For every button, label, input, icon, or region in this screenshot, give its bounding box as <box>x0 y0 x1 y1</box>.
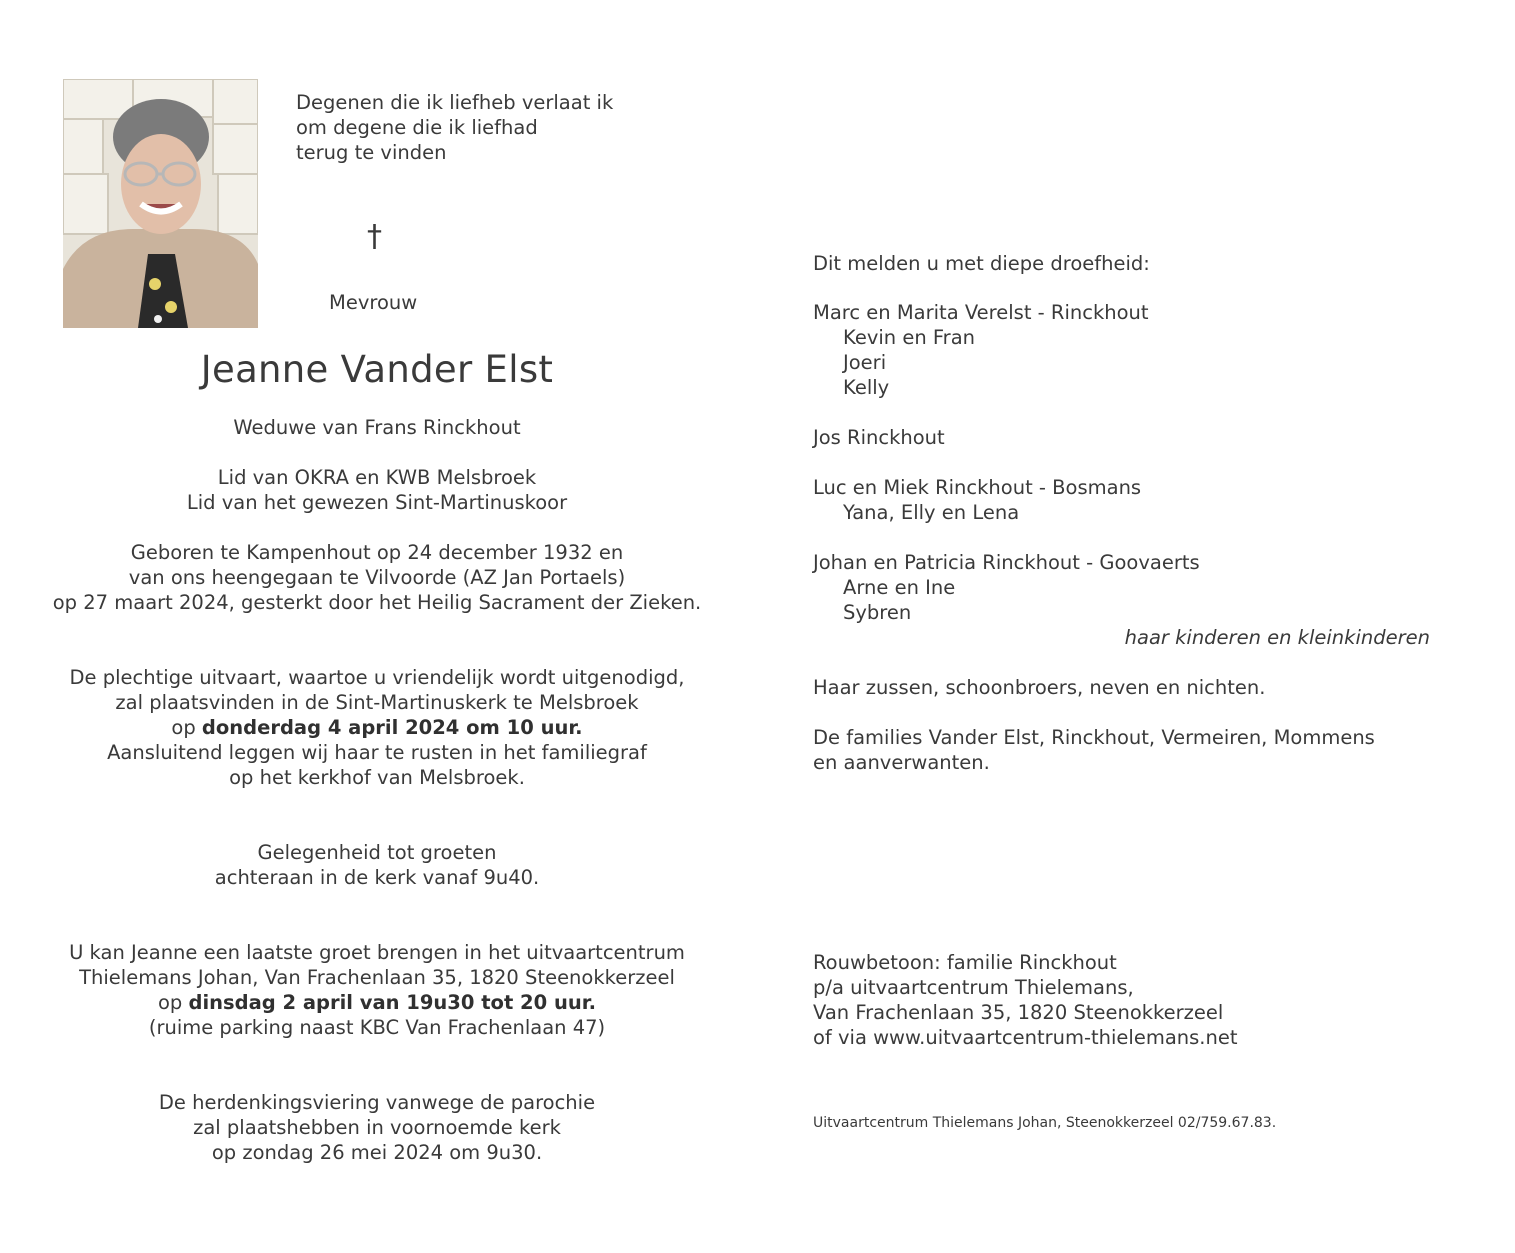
greeting-line: Gelegenheid tot groeten <box>257 841 497 864</box>
condolence-website-line: of via www.uitvaartcentrum-thielemans.net <box>813 1026 1238 1049</box>
visitation-date: dinsdag 2 april van 19u30 tot 20 uur. <box>188 991 596 1014</box>
widow-line: Weduwe van Frans Rinckhout <box>233 416 521 439</box>
funeral-line: Aansluitend leggen wij haar te rusten in het familiegraf <box>107 741 647 764</box>
family-head: Johan en Patricia Rinckhout - Goovaerts <box>813 551 1200 574</box>
condolence-line: p/a uitvaartcentrum Thielemans, <box>813 976 1134 999</box>
funeral-date-line <box>30 715 724 740</box>
family-signature: haar kinderen en kleinkinderen <box>1124 626 1430 649</box>
family-child: Arne en Ine <box>843 576 956 599</box>
family-group-4 <box>813 550 1463 625</box>
deceased-name: Jeanne Vander Elst <box>200 348 554 391</box>
announcement: Dit melden u met diepe droefheid: <box>813 252 1150 275</box>
family-group-1 <box>813 300 1463 400</box>
visitation-line: (ruime parking naast KBC Van Frachenlaan 47) <box>148 1016 606 1039</box>
membership-line: Lid van OKRA en KWB Melsbroek <box>217 466 537 489</box>
visitation-line: U kan Jeanne een laatste groet brengen in het uitvaartcentrum <box>69 941 685 964</box>
verse-line: Degenen die ik liefheb verlaat ik <box>296 91 614 114</box>
visitation-line: Thielemans Johan, Van Frachenlaan 35, 1820 Steenokkerzeel <box>79 966 675 989</box>
family-group-2: Jos Rinckhout <box>813 426 945 449</box>
greeting-info <box>30 840 724 890</box>
cross-icon: † <box>367 219 382 254</box>
funeral-line: De plechtige uitvaart, waartoe u vriendelijk wordt uitgenodigd, <box>69 666 685 689</box>
portrait-photo <box>63 79 258 328</box>
birth-death-line: Geboren te Kampenhout op 24 december 1932 en <box>130 541 624 564</box>
verse-line: om degene die ik liefhad <box>296 116 538 139</box>
condolence-line: Rouwbetoon: familie Rinckhout <box>813 951 1117 974</box>
birth-death-line: van ons heengegaan te Vilvoorde (AZ Jan Portaels) <box>128 566 626 589</box>
memberships <box>30 465 724 515</box>
visitation-date-prefix: op <box>157 991 189 1014</box>
salutation: Mevrouw <box>329 291 418 314</box>
siblings-line: Haar zussen, schoonbroers, neven en nichten. <box>813 676 1266 699</box>
families-line: De families Vander Elst, Rinckhout, Vermeiren, Mommens <box>813 726 1375 749</box>
family-head: Luc en Miek Rinckhout - Bosmans <box>813 476 1142 499</box>
families-line: en aanverwanten. <box>813 751 990 774</box>
funeral-date-prefix: op <box>171 716 202 739</box>
visitation-info <box>30 940 724 1040</box>
funeral-line: zal plaatsvinden in de Sint-Martinuskerk te Melsbroek <box>115 691 639 714</box>
funeral-date: donderdag 4 april 2024 om 10 uur. <box>201 716 583 739</box>
family-group-3 <box>813 475 1463 525</box>
family-child: Kelly <box>843 376 890 399</box>
verse <box>296 90 613 165</box>
family-child: Kevin en Fran <box>843 326 976 349</box>
remembrance-info <box>30 1090 724 1165</box>
families-block <box>813 725 1463 775</box>
remembrance-line: De herdenkingsviering vanwege de parochie <box>158 1091 596 1114</box>
birth-death <box>30 540 724 615</box>
membership-line: Lid van het gewezen Sint-Martinuskoor <box>186 491 568 514</box>
greeting-line: achteraan in de kerk vanaf 9u40. <box>214 866 540 889</box>
condolence-line: Van Frachenlaan 35, 1820 Steenokkerzeel <box>813 1001 1224 1024</box>
remembrance-line: zal plaatshebben in voornoemde kerk <box>193 1116 561 1139</box>
portrait-image <box>63 79 258 328</box>
family-child: Joeri <box>843 351 887 374</box>
condolence-info <box>813 950 1463 1050</box>
remembrance-line: op zondag 26 mei 2024 om 9u30. <box>211 1141 543 1164</box>
visitation-date-line <box>30 990 724 1015</box>
footer-credit: Uitvaartcentrum Thielemans Johan, Steenokkerzeel 02/759.67.83. <box>813 1115 1277 1131</box>
funeral-line: op het kerkhof van Melsbroek. <box>229 766 525 789</box>
birth-death-line: op 27 maart 2024, gesterkt door het Heilig Sacrament der Zieken. <box>52 591 702 614</box>
verse-line: terug te vinden <box>296 141 447 164</box>
family-child: Sybren <box>843 601 912 624</box>
family-child: Yana, Elly en Lena <box>843 501 1020 524</box>
family-head: Marc en Marita Verelst - Rinckhout <box>813 301 1149 324</box>
funeral-info <box>30 665 724 790</box>
